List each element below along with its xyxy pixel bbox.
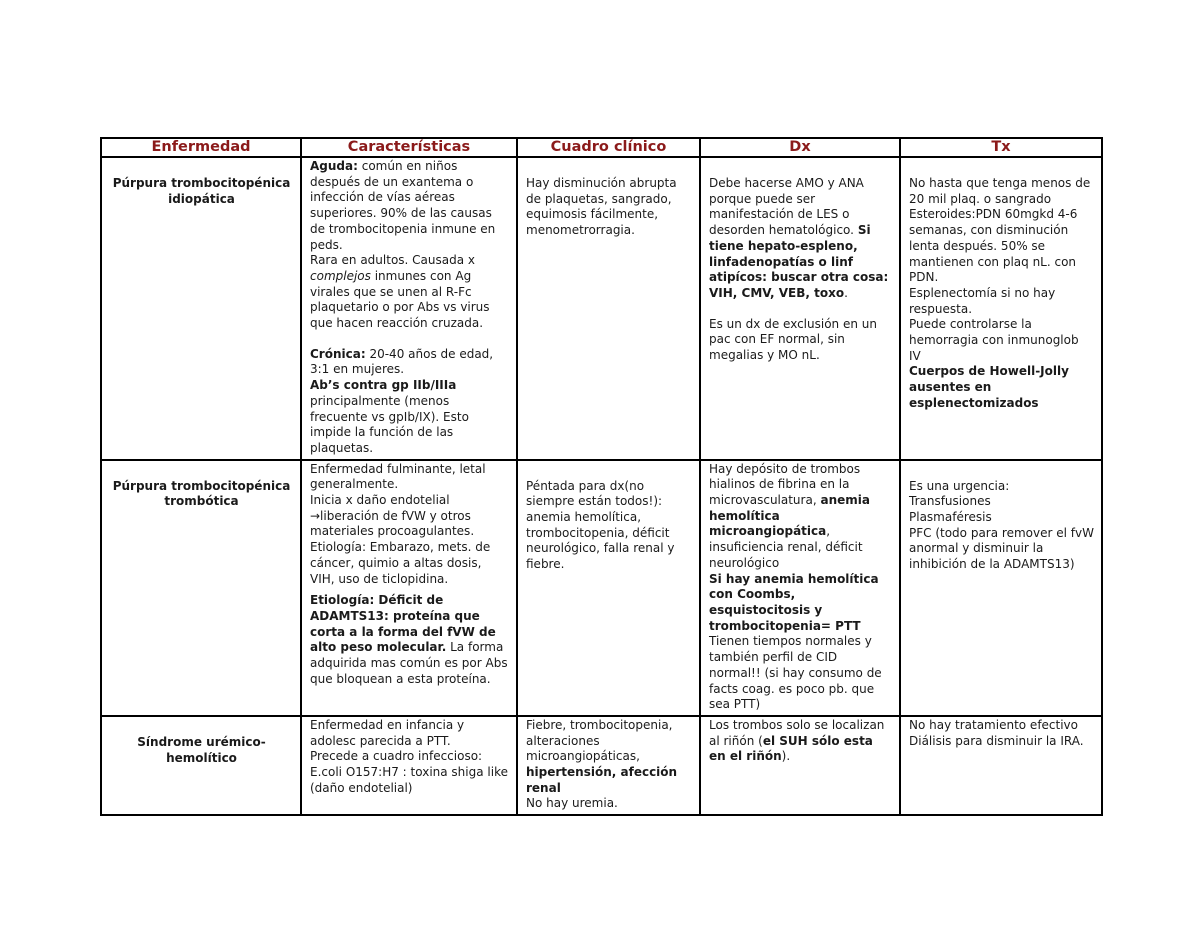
paragraph: Es un dx de exclusión en un pac con EF normal, sin megalias y MO nL. <box>709 316 877 363</box>
diagnosis-cell <box>700 157 900 460</box>
table-row <box>101 460 1102 716</box>
treatment-cell: No hasta que tenga menos de 20 mil plaq. o sangrado Esteroides:PDN 60mgkd 4-6 semanas, con disminución lenta después. 50% se mantienen con plaq nL. con PDN. Esplenectomía si no hay respuesta. Puede controlarse la hemorragia con inmunoglob IV Cuerpos de Howell-Jolly ausentes en esplenectomizados <box>900 157 1102 460</box>
paragraph: Rara en adultos. Causada x complejos inmunes con Ag virales que se unen al R-Fc plaquetario o por Abs vs virus que hacen reacción cruzada. <box>310 253 490 331</box>
disease-name: Púrpura trombocitopénica trombótica <box>101 460 301 716</box>
paragraph: Los trombos solo se localizan al riñón (el SUH sólo esta en el riñón). <box>709 717 885 764</box>
characteristics-cell: Enfermedad en infancia y adolesc parecida a PTT. Precede a cuadro infeccioso: E.coli O157:H7 : toxina shiga like (daño endotelial) <box>301 716 517 815</box>
header-cuadro-clinico: Cuadro clínico <box>517 138 700 157</box>
disease-name: Síndrome urémico-hemolítico <box>101 716 301 815</box>
characteristics-cell: Enfermedad fulminante, letal generalmente. Inicia x daño endotelial →liberación de fVW y otros materiales procoagulantes. Etiología: Embarazo, mets. de cáncer, quimio a altas dosis, VIH, uso de ticlopidina. Etiología: Déficit de ADAMTS13: proteína que corta a la forma del fVW de alto peso molecular. La forma adquirida mas común es por Abs que bloquean a esta proteína. <box>301 460 517 716</box>
paragraph: Fiebre, trombocitopenia, alteraciones microangiopáticas, hipertensión, afección renal <box>526 717 678 795</box>
header-tx: Tx <box>900 138 1102 157</box>
treatment-cell: No hay tratamiento efectivo Diálisis para disminuir la IRA. <box>900 716 1102 815</box>
disease-name: Púrpura trombocitopénica idiopática <box>101 157 301 460</box>
table-row <box>101 716 1102 815</box>
paragraph: Hay depósito de trombos hialinos de fibrina en la microvasculatura, anemia hemolítica microangiopática, insuficiencia renal, déficit neurológico <box>709 461 870 570</box>
header-enfermedad: Enfermedad <box>101 138 301 157</box>
paragraph: Ab’s contra gp IIb/IIIa principalmente (menos frecuente vs gpIb/IX). Esto impide la función de las plaquetas. <box>310 378 469 455</box>
paragraph: Etiología: Déficit de ADAMTS13: proteína que corta a la forma del fVW de alto peso molecular. La forma adquirida mas común es por Abs que bloquean a esta proteína. <box>310 593 508 686</box>
disease-comparison-table <box>100 137 1103 816</box>
paragraph: Debe hacerse AMO y ANA porque puede ser manifestación de LES o desorden hematológico. Si tiene hepato-espleno, linfadenopatías o linf atipícos: buscar otra cosa: VIH, CMV, VEB, toxo. <box>709 176 889 300</box>
header-dx: Dx <box>700 138 900 157</box>
clinical-picture-cell: Péntada para dx(no siempre están todos!): anemia hemolítica, trombocitopenia, déficit neurológico, falla renal y fiebre. <box>517 460 700 716</box>
characteristics-cell <box>301 157 517 460</box>
diagnosis-cell: Hay depósito de trombos hialinos de fibrina en la microvasculatura, anemia hemolítica microangiopática, insuficiencia renal, déficit neurológico Si hay anemia hemolítica con Coombs, esquistocitosis y trombocitopenia= PTT Tienen tiempos normales y también perfil de CID normal!! (si hay consumo de facts coag. es poco pb. que sea PTT) <box>700 460 900 716</box>
paragraph: Aguda: común en niños después de un exantema o infección de vías aéreas superiores. 90% de las causas de trombocitopenia inmune en peds. <box>310 159 496 252</box>
table-row <box>101 157 1102 460</box>
header-row <box>101 138 1102 157</box>
clinical-picture-cell: Hay disminución abrupta de plaquetas, sangrado, equimosis fácilmente, menometrorragia. <box>517 157 700 460</box>
header-caracteristicas: Características <box>301 138 517 157</box>
clinical-picture-cell: Fiebre, trombocitopenia, alteraciones microangiopáticas, hipertensión, afección renal No hay uremia. <box>517 716 700 815</box>
treatment-cell: Es una urgencia: Transfusiones Plasmaféresis PFC (todo para remover el fvW anormal y disminuir la inhibición de la ADAMTS13) <box>900 460 1102 716</box>
diagnosis-cell <box>700 716 900 815</box>
paragraph: Crónica: 20-40 años de edad, 3:1 en mujeres. <box>310 346 494 377</box>
